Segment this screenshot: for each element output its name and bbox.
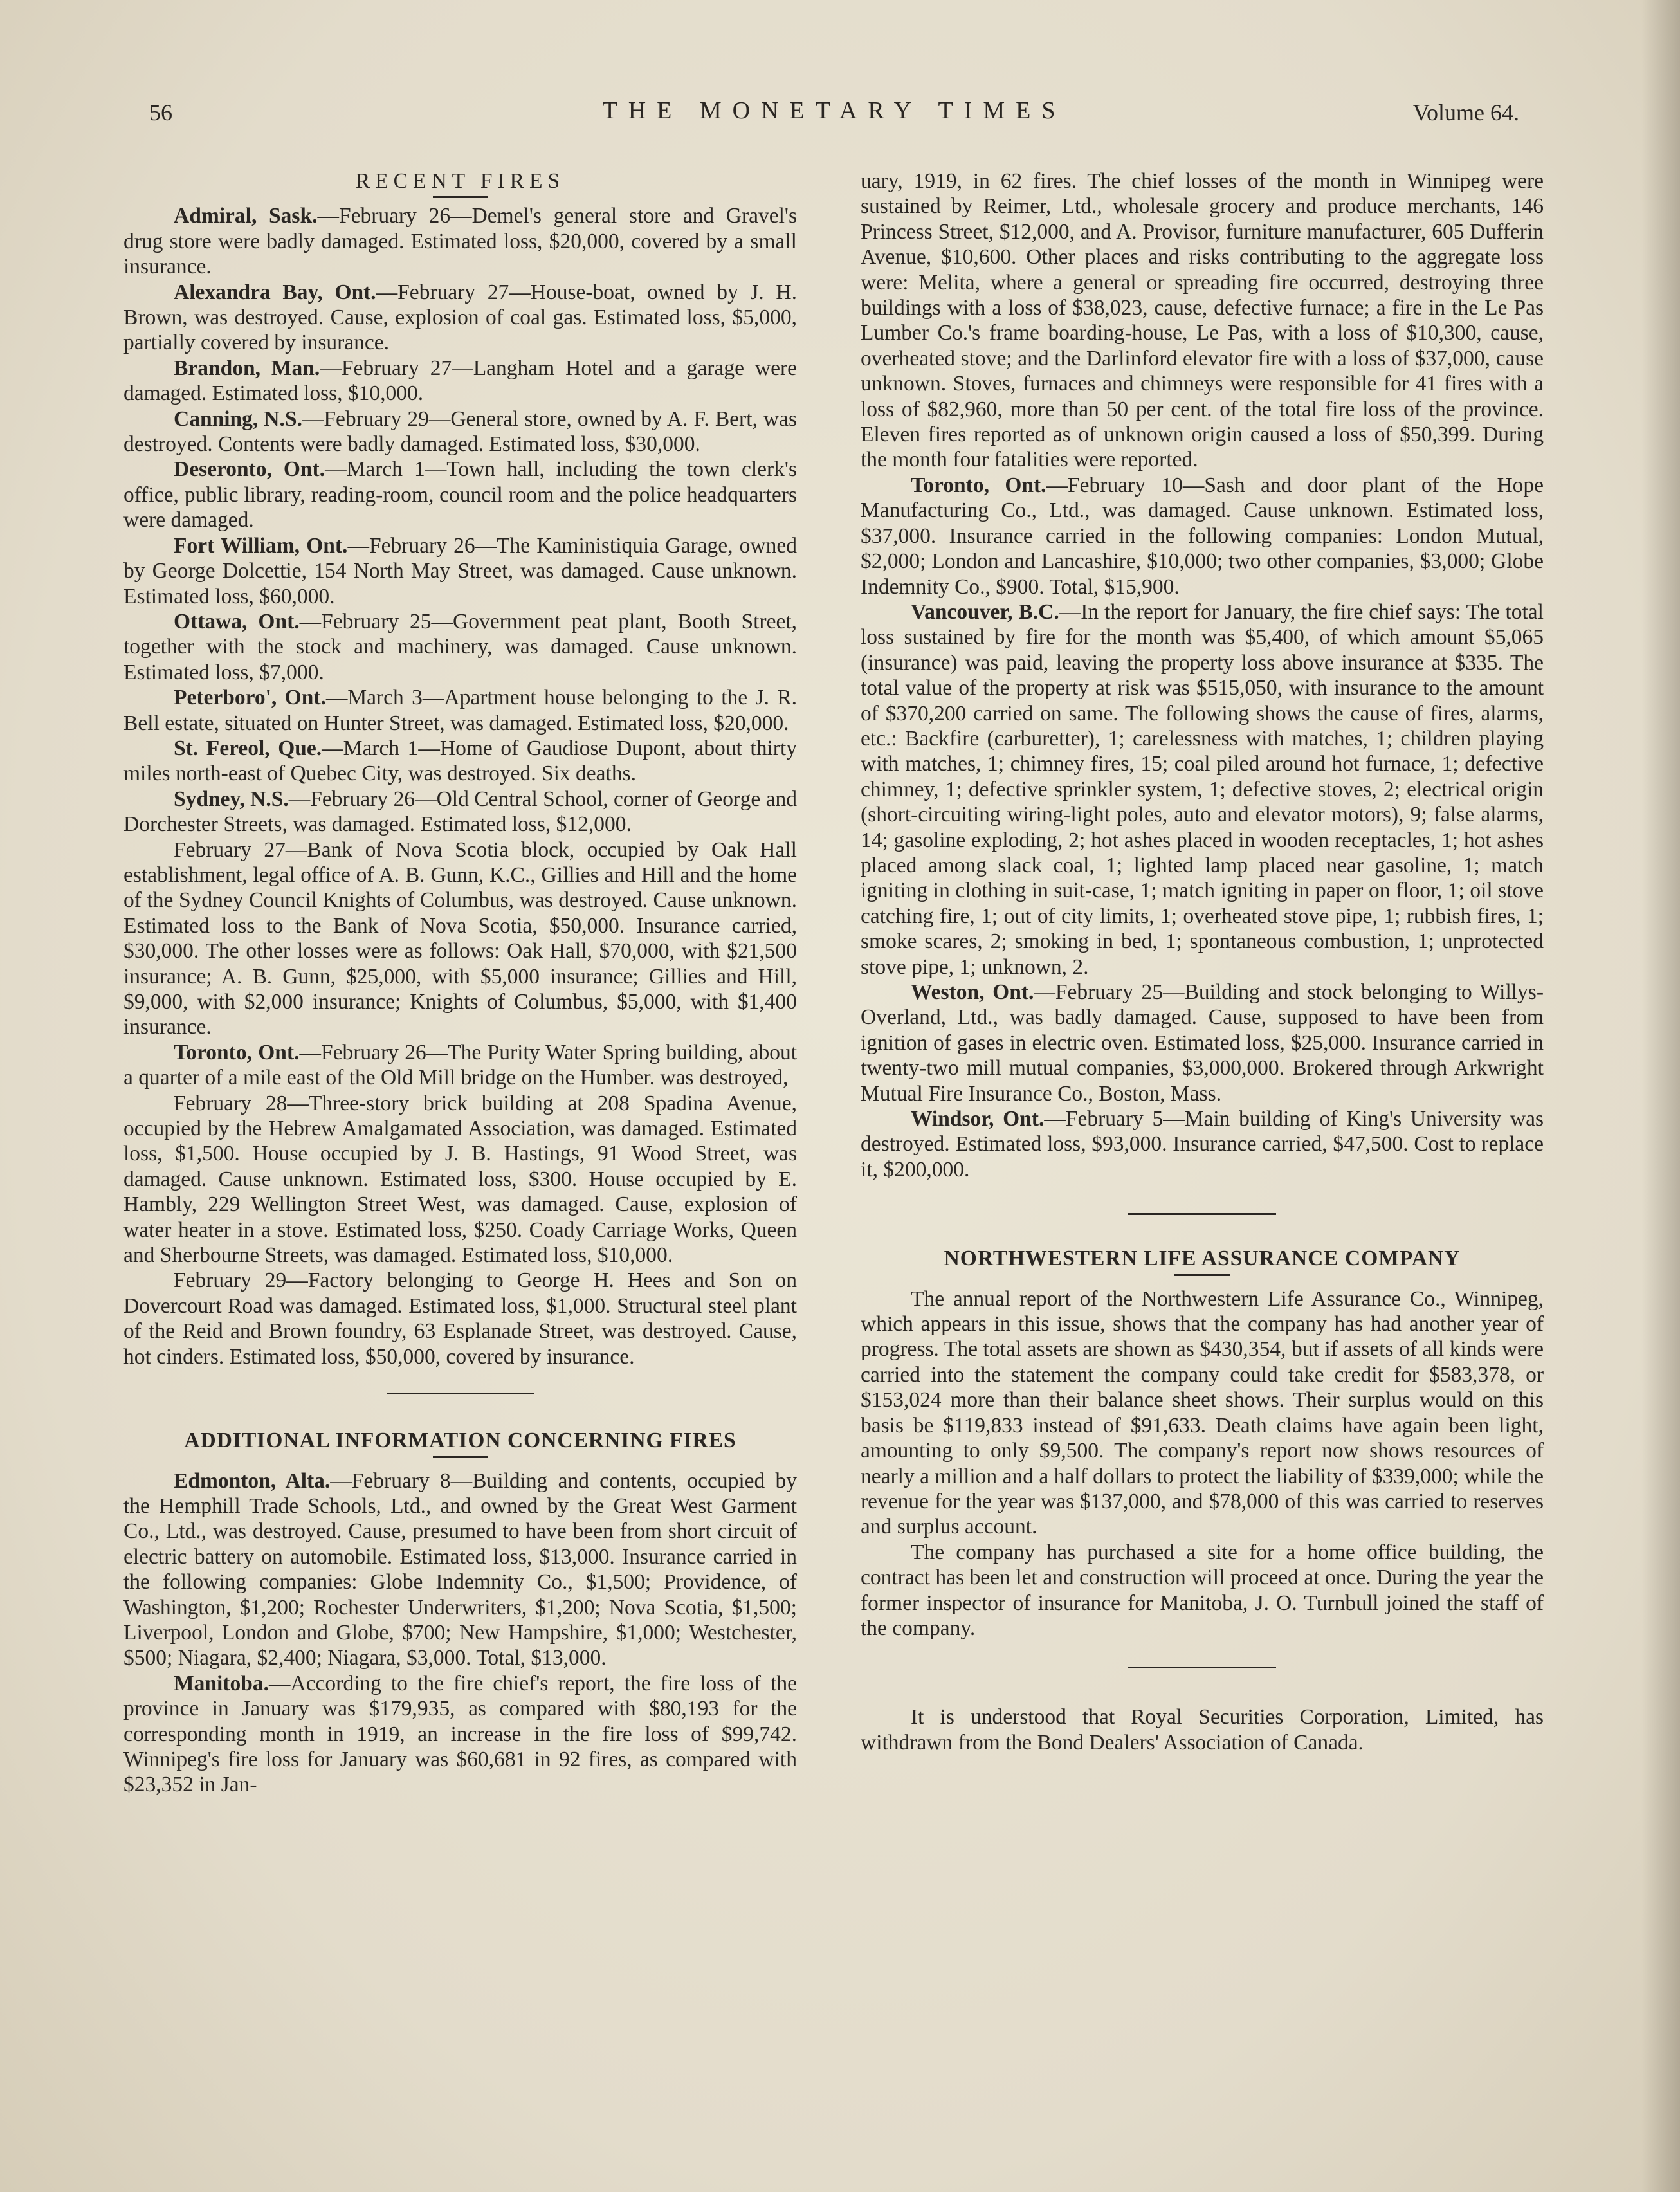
entry-text: —March 1—Home of Gaudiose Dupont, about thirty miles north-east of Quebec City, was destroyed. Six deaths. [123,736,797,786]
fire-entry [123,1268,797,1369]
entry-place: Edmonton, Alta. [174,1468,331,1493]
entry-place: Admiral, Sask. [174,204,318,228]
journal-title: THE MONETARY TIMES [602,97,1066,124]
entry-place: Canning, N.S. [174,406,302,431]
entry-text: —February 8—Building and contents, occupied by the Hemphill Trade Schools, Ltd., and owned by the Great West Garment Co., Ltd., was destroyed. Cause, presumed to have been from short circuit of electric battery on automobile. Estimated loss, $13,000. Insurance carried in the following companies: Globe Indemnity Co., $1,500; Providence, of Washington, $1,200; Rochester Underwriters, $1,200; Nova Scotia, $1,500; Liverpool, London and Globe, $700; New Hampshire, $1,000; Westchester, $500; Niagara, $2,400; Niagara, $3,000. Total, $13,000. [123,1468,797,1670]
entry-place: Manitoba. [174,1671,269,1695]
fire-entry [123,736,797,787]
entry-text: —February 5—Main building of King's University was destroyed. Estimated loss, $93,000. Insurance carried, $47,500. Cost to replace it, $200,000. [861,1107,1544,1182]
fire-entry [123,837,797,1040]
entry-place: Toronto, Ont. [911,473,1046,497]
heading-rule [1174,1274,1230,1276]
royal-securities-notice: It is understood that Royal Securities Corporation, Limited, has withdrawn from the Bond Dealers' Association of Canada. [861,1705,1544,1755]
entry-text: —February 10—Sash and door plant of the Hope Manufacturing Co., Ltd., was damaged. Cause unknown. Estimated loss, $37,000. Insurance carried in the following companies: London Mutual, $2,000; London and Lancashire, $10,000; two other companies, $3,000; Globe Indemnity Co., $900. Total, $15,900. [861,473,1544,599]
right-column [861,169,1544,1755]
entry-place: Peterboro', Ont. [174,686,326,710]
entry-text: —According to the fire chief's report, the fire loss of the province in January was $179,935, as compared with $80,193 for the corresponding month in 1919, an increase in the fire loss of $99,742. Winnipeg's fire loss for January was $60,681 in 92 fires, as compared with $23,352 in Jan- [123,1671,797,1797]
entry-text: —February 27—Langham Hotel and a garage were damaged. Estimated loss, $10,000. [123,356,797,406]
entry-text: —February 29—General store, owned by A. F. Bert, was destroyed. Contents were badly damaged. Estimated loss, $30,000. [123,406,797,457]
section-divider [387,1393,534,1394]
section-divider [1128,1213,1276,1215]
fire-entry [123,203,797,279]
entry-text: February 27—Bank of Nova Scotia block, occupied by Oak Hall establishment, legal office of A. B. Gunn, K.C., Gillies and Hill and the home of the Sydney Council Knights of Columbus, was destroyed. Cause unknown. Estimated loss to the Bank of Nova Scotia, $50,000. Insurance carried, $30,000. The other losses were as follows: Oak Hall, $70,000, with $21,500 insurance; A. B. Gunn, $25,000, with $5,000 insurance; Gillies and Hill, $9,000, with $2,000 insurance; Knights of Columbus, $5,000, with $1,400 insurance. [123,837,797,1039]
entry-place: Fort William, Ont. [174,533,348,558]
heading-rule [433,196,488,198]
entry-text: —February 25—Government peat plant, Booth Street, together with the stock and machinery, was damaged. Cause unknown. Estimated loss, $7,000. [123,609,798,684]
entry-place: Sydney, N.S. [174,787,289,811]
entry-place: Deseronto, Ont. [174,457,325,482]
article-paragraph: The annual report of the Northwestern Life Assurance Co., Winnipeg, which appears in this issue, shows that the company has had another year of progress. The total assets are shown as $430,354, but if assets of all kinds were carried into the statement the company could take credit for $583,378, or $153,024 more than their balance sheet shows. Their surplus would on this basis be $119,833 instead of $91,633. Death claims have again been light, amounting to only $9,500. The company's report now shows resources of nearly a million and a half dollars to protect the liability of $339,000; while the revenue for the year was $137,000, and $78,000 of this was carried to reserves and surplus account. [861,1286,1544,1539]
fire-entry [123,457,797,533]
fire-entry [123,685,797,736]
volume-label: Volume 64. [1412,100,1519,125]
fire-entry [123,533,797,609]
fire-entry [123,356,797,406]
entry-text: February 28—Three-story brick building at 208 Spadina Avenue, occupied by the Hebrew Amalgamated Association, was damaged. Estimated loss, $1,500. House occupied by J. B. Hastings, 91 Wood Street, was damaged. Cause unknown. Estimated loss, $300. House occupied by E. Hambly, 229 Wellington Street West, was damaged. Cause, explosion of water heater in a stove. Estimated loss, $250. Coady Carriage Works, Queen and Sherbourne Streets, was damaged. Estimated loss, $10,000. [123,1091,797,1268]
continued-text: uary, 1919, in 62 fires. The chief losses of the month in Winnipeg were sustained by Reimer, Ltd., wholesale grocery and produce merchants, 146 Princess Street, $12,000, and A. Provisor, furniture manufacturer, 605 Dufferin Avenue, $10,600. Other places and risks contributing to the aggregate loss were: Melita, where a general or spreading fire occurred, destroying three buildings with a loss of $38,023, cause, defective furnace; a fire in the Le Pas Lumber Co.'s frame boarding-house, Le Pas, with a loss of $10,300, cause, overheated stove; and the Darlinford elevator fire with a loss of $37,000, cause unknown. Stoves, furnaces and chimneys were responsible for 41 fires with a loss of $82,960, more than 50 per cent. of the total fire loss of the province. Eleven fires reported as of unknown origin caused a loss of $50,399. During the month four fatalities were reported. [861,169,1544,472]
fire-entry [123,406,797,457]
entry-text: February 29—Factory belonging to George H. Hees and Son on Dovercourt Road was damaged. Estimated loss, $1,000. Structural steel plant of the Reid and Brown foundry, 63 Esplanade Street, was destroyed. Cause, hot cinders. Estimated loss, $50,000, covered by insurance. [123,1268,797,1369]
fire-entry [123,280,797,356]
fire-entry [123,1040,797,1091]
fire-entry [123,1468,797,1671]
fire-entry [861,599,1544,980]
entry-text: —In the report for January, the fire chief says: The total loss sustained by fire for the month was $5,400, of which amount $5,065 (insurance) was paid, leaving the property loss above insurance at $335. The total value of the property at risk was $515,050, with insurance to the amount of $370,200 carried on same. The following shows the cause of fires, alarms, etc.: Backfire (carburetter), 1; carelessness with matches, 1; children playing with matches, 1; chimney fires, 15; coal piled around hot furnace, 1; defective chimney, 1; defective sprinkler system, 1; defective stoves, 2; electrical origin (short-circuiting wiring-light poles, auto and elevator motors), 9; false alarms, 14; gasoline exploding, 2; hot ashes placed in wooden receptacles, 1; hot ashes placed among slack coal, 1; lighted lamp placed near gasoline, 1; match igniting in clothing in suit-case, 1; match igniting in paper on floor, 1; oil stove catching fire, 1; out of city limits, 1; overheated stove pipe, 1; rubbish fires, 1; smoke scares, 2; smoking in bed, 1; spontaneous combustion, 1; unprotected stove pipe, 1; unknown, 2. [861,599,1544,979]
entry-place: Alexandra Bay, Ont. [174,280,376,304]
entry-text: —March 3—Apartment house belonging to the J. R. Bell estate, situated on Hunter Street, was damaged. Estimated loss, $20,000. [123,686,797,735]
fire-entry [861,1106,1544,1182]
recent-fires-heading: RECENT FIRES [355,169,565,193]
entry-text: —February 27—House-boat, owned by J. H. Brown, was destroyed. Cause, explosion of coal gas. Estimated loss, $5,000, partially covered by insurance. [123,280,798,355]
fire-entry [123,1671,797,1798]
heading-rule [433,1456,488,1458]
fire-entry [123,609,797,685]
entry-text: —February 25—Building and stock belonging to Willys-Overland, Ltd., was badly damaged. Cause, supposed to have been from ignition of gases in electric oven. Estimated loss, $25,000. Insurance carried in twenty-two mill mutual companies, $3,000,000. Brokered through Arkwright Mutual Fire Insurance Co., Boston, Mass. [861,980,1544,1106]
entry-place: Brandon, Man. [174,356,320,380]
article-paragraph: The company has purchased a site for a home office building, the contract has been let and construction will proceed at once. During the year the former inspector of insurance for Manitoba, J. O. Turnbull joined the staff of the company. [861,1540,1544,1640]
fire-entry [861,473,1544,599]
fire-entry [123,1091,797,1268]
additional-info-heading: ADDITIONAL INFORMATION CONCERNING FIRES [184,1429,736,1453]
entry-text: —February 26—Demel's general store and Gravel's drug store were badly damaged. Estimated loss, $20,000, covered by a small insurance. [123,204,798,279]
entry-place: Ottawa, Ont. [174,609,300,634]
entry-text: —February 26—Old Central School, corner of George and Dorchester Streets, was damaged. Estimated loss, $12,000. [123,787,797,837]
entry-place: Toronto, Ont. [174,1040,300,1064]
entry-text: —February 26—The Kaministiquia Garage, owned by George Dolcettie, 154 North May Street, was damaged. Cause unknown. Estimated loss, $60,000. [123,533,797,608]
entry-place: Weston, Ont. [911,980,1034,1004]
fire-entry [861,980,1544,1106]
section-divider [1128,1667,1276,1668]
left-column [123,169,797,1798]
running-head [149,96,1519,135]
page-edge-shadow [1641,0,1680,2192]
page-number: 56 [149,100,172,125]
northwestern-heading: NORTHWESTERN LIFE ASSURANCE COMPANY [944,1247,1461,1271]
entry-text: —March 1—Town hall, including the town clerk's office, public library, reading-room, council room and the police headquarters were damaged. [123,457,797,533]
entry-place: Windsor, Ont. [911,1107,1045,1131]
fire-entry [123,787,797,837]
entry-place: St. Fereol, Que. [174,736,322,760]
entry-place: Vancouver, B.C. [911,599,1059,624]
entry-text: —February 26—The Purity Water Spring building, about a quarter of a mile east of the Old Mill bridge on the Humber. was destroyed, [123,1040,798,1090]
